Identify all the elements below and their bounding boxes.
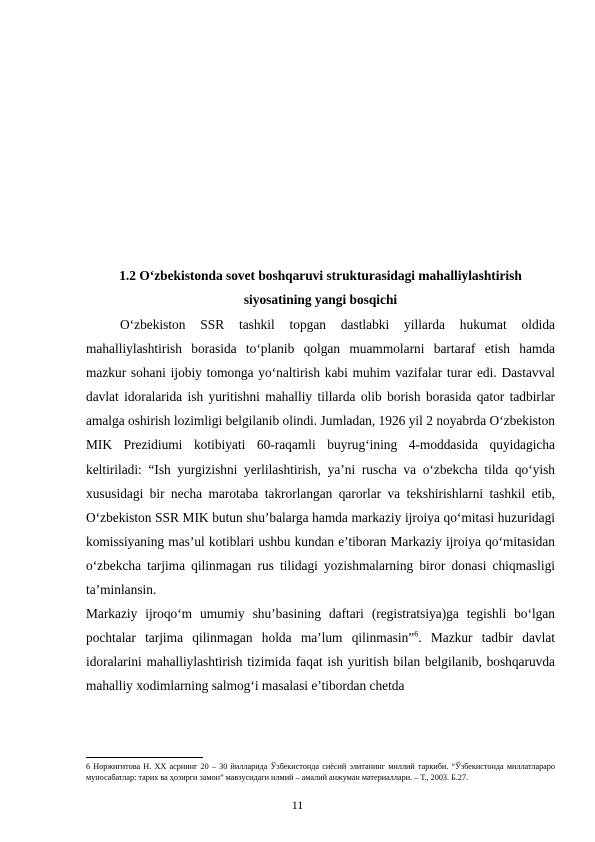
paragraph-2 [86,602,555,698]
section-title-line-1: 1.2 O‘zbekistonda sovet boshqaruvi strukturasidagi mahalliylashtirish [119,268,522,283]
section-heading [86,264,555,312]
footnote-divider [86,757,203,758]
paragraph-1: O‘zbekiston SSR tashkil topgan dastlabki yillarda hukumat oldida mahalliylashtirish borasida to‘planib qolgan muammolarni bartaraf etish hamda mazkur sohani ijobiy tomonga yo‘naltirish kabi muhim vazifalar turar edi. Dastavval davlat idoralarida ish yuritishni mahalliy tillarda olib borish borasida qator tadbirlar amalga oshirish lozimligi belgilanib olindi. Jumladan, 1926 yil 2 noyabrda O‘zbekiston MIK Prezidiumi kotibiyati 60-raqamli buyrug‘ining 4-moddasida quyidagicha keltiriladi: “Ish yurgizishni yerlilashtirish, ya’ni ruscha va o‘zbekcha tilda qo‘yish xususidagi bir necha marotaba takrorlangan qarorlar va tekshirishlarni tashkil etib, O‘zbekiston SSR MIK butun shu’balarga hamda markaziy ijroiya qo‘mitasi huzuridagi komissiyaning mas’ul kotiblari ushbu kundan e’tiboran Markaziy ijroiya qo‘mitasidan o‘zbekcha tarjima qilinmagan rus tilidagi yozishmalarning biror donasi chiqmasligi ta’minlansin. [86,317,555,598]
paragraph-2-text-a: Markaziy ijroqo‘m umumiy shu’basining daftari (registratsiya)ga tegishli bo‘lgan pochtalar tarjima qilinmagan holda ma’lum qilinmasin” [86,606,555,646]
paragraph-2-text-b: . Mazkur tadbir davlat idoralarini mahalliylashtirish tizimida faqat ish yuritish bilan belgilanib, boshqaruvda mahalliy xodimlarning salmog‘i masalasi e’tibordan chetda [86,630,555,694]
footnote-text: 6 Норжигитова Н. ХХ асрнинг 20 – 30 йилларида Ўзбекистонда сиёсий элитанинг миллий таркиби. “Ўзбекистонда миллатлараро муносабатлар: тарих ва ҳозирги замон” мавзусидаги илмий – амалий анжуман материаллари. – Т., 2003. Б.27. [86,762,555,783]
section-title-line-2: siyosatining yangi bosqichi [243,292,398,307]
footnote-reference[interactable]: 6 [414,629,419,639]
body-text [86,313,555,699]
page-number: 11 [291,798,304,812]
